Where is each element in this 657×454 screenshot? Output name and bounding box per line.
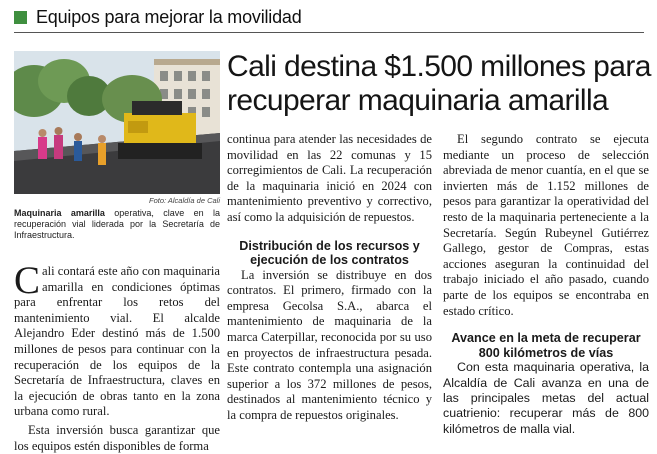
caption-bold: Maquinaria amarilla [14,208,105,218]
subhead-distribucion: Distribución de los recursos y ejecución de los contratos [239,238,420,268]
section-title: Equipos para mejorar la movilidad [36,7,302,27]
lead-paragraph [14,259,220,420]
caption-text: operativa, clave en la recuperación vial liderada por la Secretaría de Infraestructura. [14,208,220,240]
column-3 [443,132,649,437]
column-1 [14,259,220,454]
photo-credit: Foto: Alcaldía de Cali [148,196,220,205]
paragraph-3: La inversión se distribuye en dos contratos. El primero, firmado con la empresa Gecolsa S.A., abarca el mantenimiento de maquinaria de la marca Caterpillar, reconocida por su uso en proyectos de infraestructura pesada. Este contrato contempla una asignación superior a los 372 millones de pesos, destinados al mantenimiento técnico y la compra de repuestos originales. [227,267,432,422]
article-headline: Cali destina $1.500 millones para recuperar maquinaria amarilla [227,50,651,117]
subhead-avance: Avance en la meta de recuperar 800 kilómetros de vías [451,331,641,360]
lead-text: ali contará este año con maquinaria amarilla en condiciones óptimas para enfrentar los retos del mantenimiento vial. El alcalde Alejandro Eder destinó más de 1.500 millones de pesos para continuar con la recuperación de los equipos de la Secretaría de Infraestructura, claves en la ejecución de obras tanto en la zona urbana como rural. [14,264,220,419]
paragraph-5: Con esta maquinaria operativa, la Alcaldía de Cali avanza en una de las principales metas del actual cuatrienio: recuperar más de 800 kilómetros de malla vial. [443,360,649,436]
column-2 [227,132,432,424]
photo-caption [14,208,220,241]
paragraph-2-continued: continua para atender las necesidades de movilidad en las 22 comunas y 15 corregimientos de Cali. La recuperación de la maquinaria inició en 2024 con mantenimiento preventivo y correctivo, así como la adquisición de repuestos. [227,132,432,224]
paragraph-2-start: Esta inversión busca garantizar que los equipos estén disponibles de forma [14,422,220,453]
article-photo [14,51,220,194]
section-header [14,6,644,33]
paragraph-4: El segundo contrato se ejecuta mediante un proceso de selección abreviada de menor cuantía, en el que se invierten más de 1.152 millones de pesos para garantizar la operatividad del resto de la maquinaria perteneciente a la Secretaría. Según Rubeynel Gutiérrez Gallego, gestor de Compras, estas acciones aseguran la continuidad del trabajo iniciado el año pasado, cuando parte de los equipos se encontraba en estado crítico. [443,132,649,318]
dropcap: C [14,259,41,302]
section-marker-icon [14,11,27,24]
